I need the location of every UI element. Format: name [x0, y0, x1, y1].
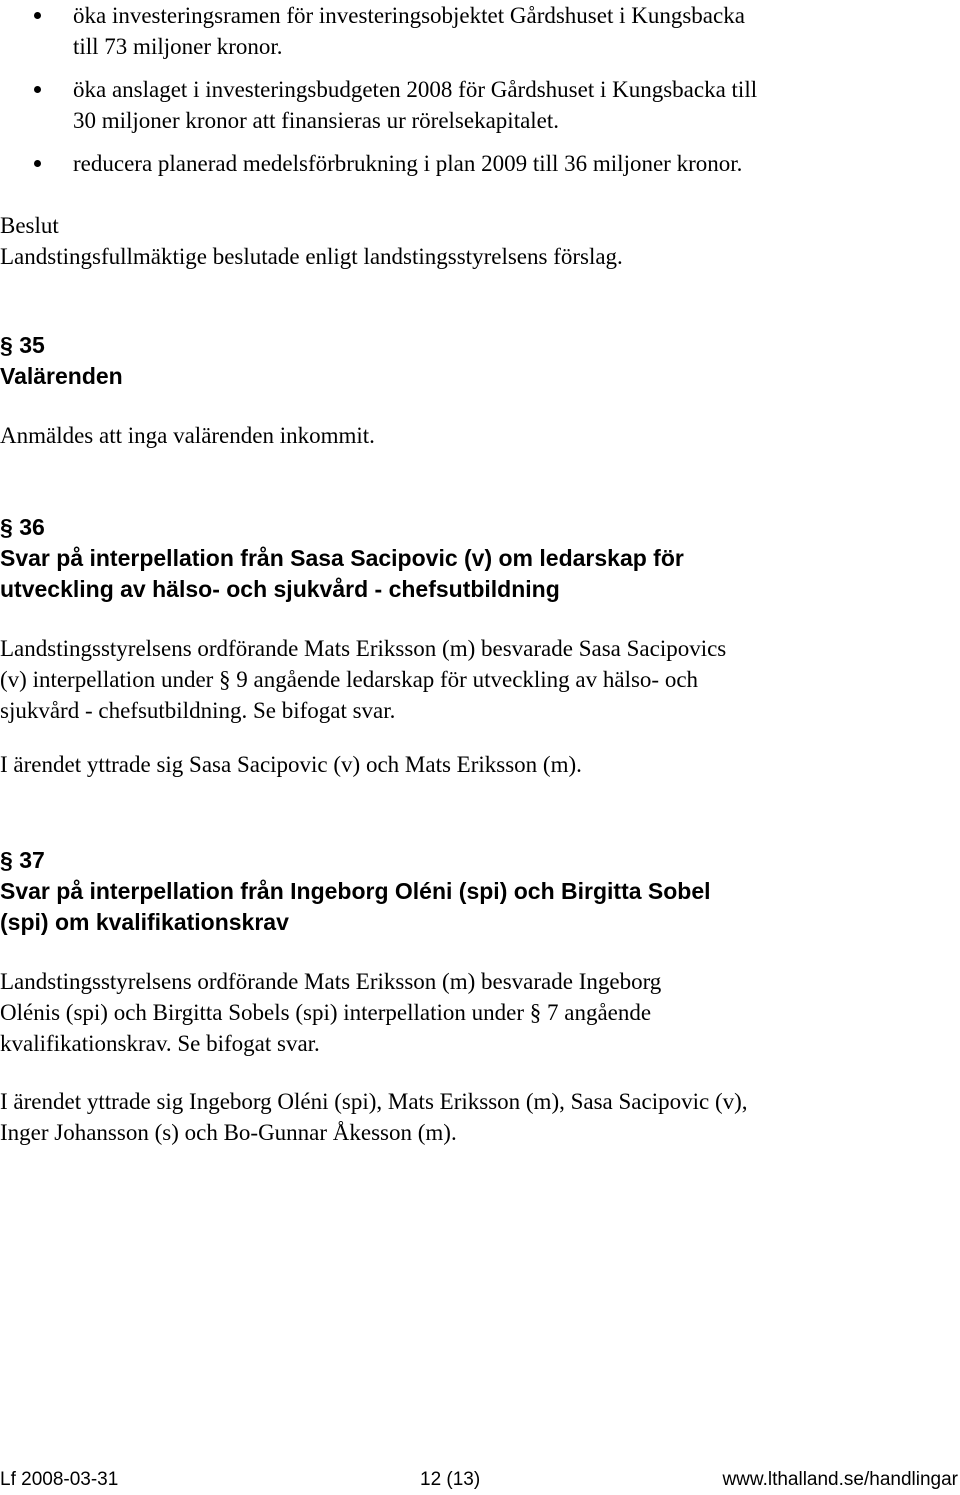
- section-number-line: [0, 330, 940, 361]
- section-paragraph: Anmäldes att inga valärenden inkommit.: [0, 423, 375, 448]
- section-title: Svar på interpellation från Sasa Sacipovic (v) om ledarskap för: [0, 545, 684, 571]
- bullet-dot-icon: [34, 160, 41, 167]
- section-paragraph: [0, 633, 940, 726]
- bullet-item: [0, 74, 900, 136]
- decision-bullet-list: [0, 0, 900, 179]
- section-title: (spi) om kvalifikationskrav: [0, 909, 289, 935]
- bullet-item: [0, 0, 900, 62]
- section-paragraph: [0, 966, 940, 1059]
- section-paragraph: I ärendet yttrade sig Sasa Sacipovic (v) och Mats Eriksson (m).: [0, 752, 582, 777]
- section-37: [0, 845, 940, 1148]
- paragraph-sign-icon: §: [0, 332, 13, 358]
- section-35: [0, 330, 940, 451]
- section-number-line: [0, 512, 940, 543]
- bullet-line: reducera planerad medelsförbrukning i plan 2009 till 36 miljoner kronor.: [73, 151, 743, 176]
- section-title: Valärenden: [0, 363, 123, 389]
- footer-date: Lf 2008-03-31: [0, 1469, 119, 1490]
- paragraph-line: Olénis (spi) och Birgitta Sobels (spi) interpellation under § 7 angående: [0, 1000, 652, 1025]
- section-title: Svar på interpellation från Ingeborg Oléni (spi) och Birgitta Sobel: [0, 878, 711, 904]
- footer-url: www.lthalland.se/handlingar: [722, 1469, 958, 1490]
- bullet-line: öka anslaget i investeringsbudgeten 2008 för Gårdshuset i Kungsbacka till: [73, 77, 758, 102]
- paragraph-line: kvalifikationskrav. Se bifogat svar.: [0, 1031, 320, 1056]
- section-number: 35: [19, 332, 45, 358]
- paragraph-line: sjukvård - chefsutbildning. Se bifogat svar.: [0, 698, 396, 723]
- paragraph-sign-icon: §: [0, 514, 13, 540]
- paragraph-line: Inger Johansson (s) och Bo-Gunnar Åkesson (m).: [0, 1120, 457, 1145]
- bullet-dot-icon: [34, 12, 41, 19]
- bullet-line: öka investeringsramen för investeringsobjektet Gårdshuset i Kungsbacka: [73, 3, 745, 28]
- bullet-dot-icon: [34, 86, 41, 93]
- beslut-block: [0, 210, 900, 272]
- bullet-line: 30 miljoner kronor att finansieras ur rörelsekapitalet.: [73, 108, 560, 133]
- footer-page-number: 12 (13): [420, 1469, 481, 1490]
- paragraph-line: I ärendet yttrade sig Ingeborg Oléni (spi), Mats Eriksson (m), Sasa Sacipovic (v),: [0, 1089, 748, 1114]
- paragraph-line: (v) interpellation under § 9 angående ledarskap för utveckling av hälso- och: [0, 667, 699, 692]
- beslut-text: Landstingsfullmäktige beslutade enligt landstingsstyrelsens förslag.: [0, 244, 623, 269]
- section-number: 36: [19, 514, 45, 540]
- bullet-line: till 73 miljoner kronor.: [73, 34, 283, 59]
- section-title: utveckling av hälso- och sjukvård - chefsutbildning: [0, 576, 560, 602]
- section-paragraph: [0, 1086, 940, 1148]
- section-36: [0, 512, 940, 780]
- beslut-label: Beslut: [0, 213, 59, 238]
- paragraph-line: Landstingsstyrelsens ordförande Mats Eriksson (m) besvarade Ingeborg: [0, 969, 662, 994]
- section-number-line: [0, 845, 940, 876]
- section-number: 37: [19, 847, 45, 873]
- paragraph-sign-icon: §: [0, 847, 13, 873]
- bullet-item: [0, 148, 900, 179]
- paragraph-line: Landstingsstyrelsens ordförande Mats Eriksson (m) besvarade Sasa Sacipovics: [0, 636, 727, 661]
